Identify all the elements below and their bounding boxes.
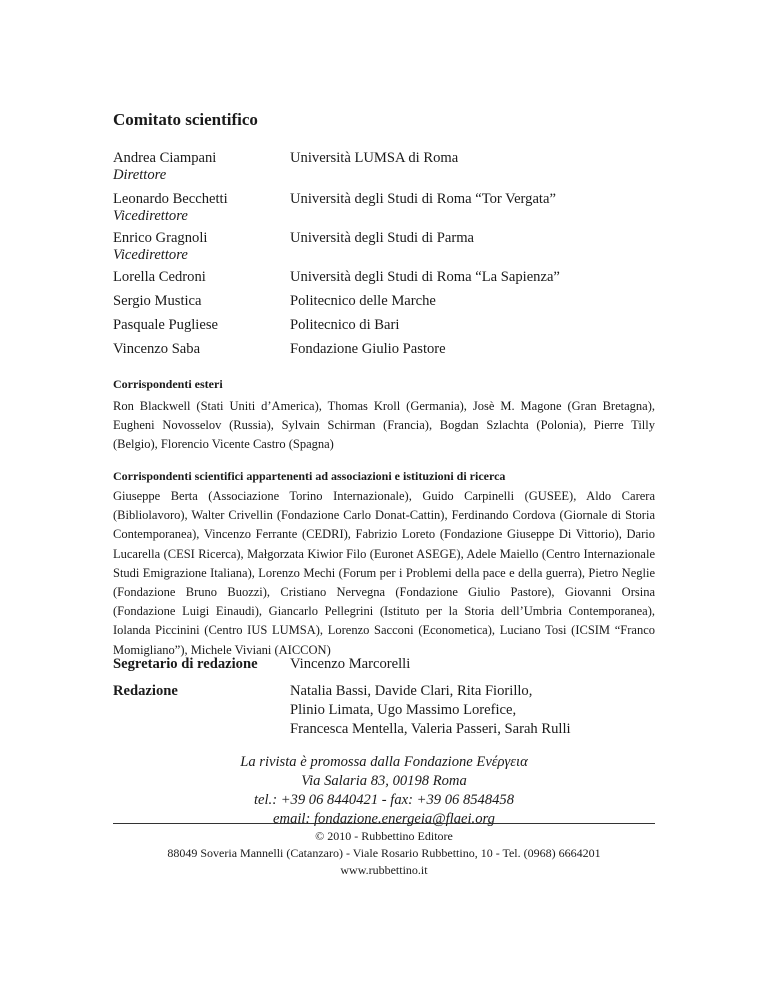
editorial-line: Francesca Mentella, Valeria Passeri, Sarah Rulli <box>290 721 571 737</box>
member-role: Direttore <box>113 167 167 183</box>
footer-line: 88049 Soveria Mannelli (Catanzaro) - Viale Rosario Rubbettino, 10 - Tel. (0968) 6664201 <box>167 846 601 860</box>
member-row <box>113 293 202 310</box>
member-affiliation: Politecnico delle Marche <box>290 293 436 309</box>
editorial-label: Redazione <box>113 683 178 699</box>
associations-title: Corrispondenti scientifici appartenenti ad associazioni e istituzioni di ricerca <box>113 469 506 483</box>
member-name: Enrico Gragnoli <box>113 230 208 246</box>
member-affiliation: Università LUMSA di Roma <box>290 150 459 166</box>
member-affiliation: Fondazione Giulio Pastore <box>290 341 446 357</box>
foreign-correspondents-text: Ron Blackwell (Stati Uniti d’America), Thomas Kroll (Germania), Josè M. Magone (Gran Bretagna), Eugheni Novosselov (Russia), Sylvain Schirman (Francia), Bogdan Szlachta (Polonia), Pierre Tilly (Belgio), Florencio Vicente Castro (Spagna) <box>113 399 655 452</box>
promo-line: tel.: +39 06 8440421 - fax: +39 06 8548458 <box>253 792 515 808</box>
imprint-footer <box>113 828 655 879</box>
promo-line: La rivista è promossa dalla Fondazione Ενέργεια <box>240 754 528 770</box>
secretary-value <box>290 655 410 674</box>
member-role: Vicedirettore <box>113 208 188 224</box>
member-name: Pasquale Pugliese <box>113 317 218 333</box>
member-name: Andrea Ciampani <box>113 150 217 166</box>
secretary-name: Vincenzo Marcorelli <box>290 656 411 672</box>
editorial-line: Plinio Limata, Ugo Massimo Lorefice, <box>290 702 517 718</box>
member-name: Sergio Mustica <box>113 293 202 309</box>
member-affiliation: Politecnico di Bari <box>290 317 400 333</box>
member-affiliation: Università degli Studi di Roma “La Sapienza” <box>290 269 560 285</box>
member-row <box>113 230 207 264</box>
footer-line: © 2010 - Rubbettino Editore <box>315 829 453 843</box>
member-role: Vicedirettore <box>113 247 188 263</box>
divider <box>113 823 655 824</box>
member-name: Vincenzo Saba <box>113 341 201 357</box>
editorial-members <box>290 682 571 739</box>
member-affiliation: Università degli Studi di Roma “Tor Vergata” <box>290 191 556 207</box>
editorial-line: Natalia Bassi, Davide Clari, Rita Fiorillo, <box>290 683 533 699</box>
member-affiliation: Università degli Studi di Parma <box>290 230 475 246</box>
committee-title: Comitato scientifico <box>113 110 258 129</box>
foreign-correspondents-title: Corrispondenti esteri <box>113 377 223 391</box>
member-row <box>113 317 218 334</box>
promo-line: email: fondazione.energeia@flaei.org <box>273 811 495 827</box>
member-row <box>113 191 228 225</box>
promo-line: Via Salaria 83, 00198 Roma <box>301 773 467 789</box>
member-row <box>113 341 200 358</box>
footer-line: www.rubbettino.it <box>340 863 428 877</box>
associations-text: Giuseppe Berta (Associazione Torino Internazionale), Guido Carpinelli (GUSEE), Aldo Carera (Bibliolavoro), Walter Crivellin (Fondazione Carlo Donat-Cattin), Ferdinando Cordova (Giornale di Storia Contemporanea), Vincenzo Ferrante (CEDRI), Fabrizio Loreto (Fondazione Giuseppe Di Vittorio), Dario Lucarella (CESI Ricerca), Małgorzata Kiwior Filo (Euronet ASEGE), Adele Maiello (Centro Internazionale Studi Emigrazione Italiana), Lorenzo Mechi (Forum per i Problemi della pace e della guerra), Pietro Neglie (Fondazione Bruno Buozzi), Cristiano Nervegna (Fondazione Giulio Pastore), Giovanni Orsina (Fondazione Luigi Einaudi), Giancarlo Pellegrini (Istituto per la Storia dell’Umbria Contemporanea), Iolanda Piccinini (Centro IUS LUMSA), Lorenzo Sacconi (Econometica), Luciano Tosi (ICSIM “Franco Momigliano”), Michele Viviani (AICCON) <box>113 489 655 657</box>
member-row <box>113 150 216 184</box>
member-row <box>113 269 206 286</box>
publisher-promo <box>113 753 655 829</box>
member-name: Lorella Cedroni <box>113 269 206 285</box>
secretary-label: Segretario di redazione <box>113 656 258 672</box>
member-name: Leonardo Becchetti <box>113 191 228 207</box>
